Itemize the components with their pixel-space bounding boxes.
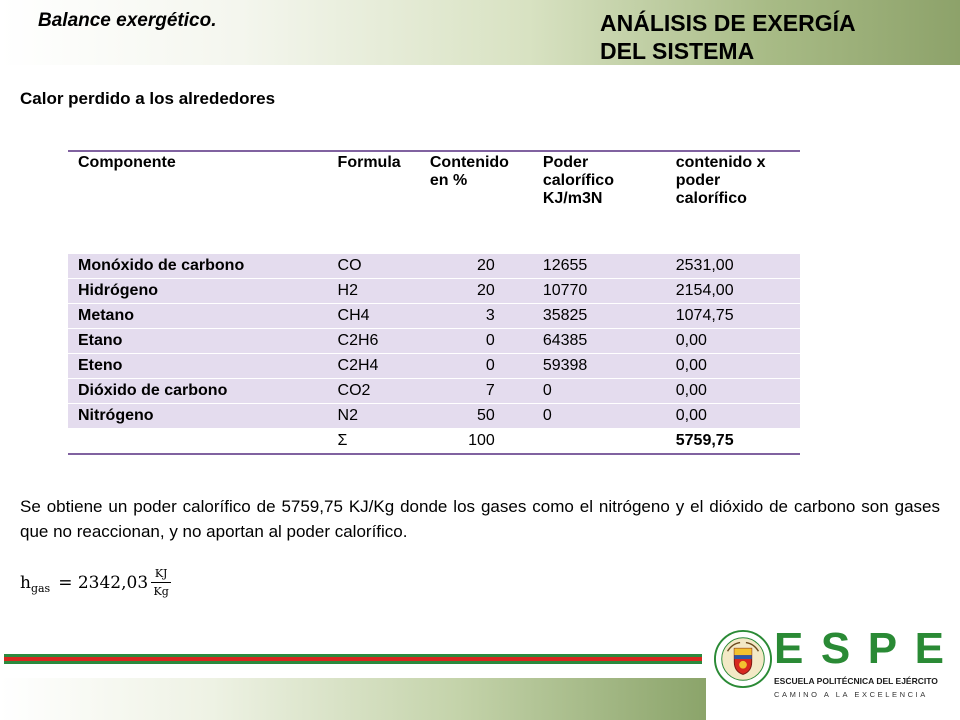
cell-componente: Dióxido de carbono: [68, 379, 328, 404]
formula-units: [151, 567, 171, 598]
cell-poder: 10770: [533, 279, 666, 304]
cell-formula: C2H6: [328, 329, 420, 354]
table-row: [68, 379, 800, 404]
formula-numerator: KJ: [154, 567, 168, 580]
cell-poder: 64385: [533, 329, 666, 354]
cell-producto: 0,00: [666, 404, 800, 429]
cell-contenido: 20: [420, 254, 533, 279]
table-row: [68, 304, 800, 329]
total-producto: 5759,75: [666, 429, 800, 455]
cell-poder: 59398: [533, 354, 666, 379]
cell-contenido: 0: [420, 354, 533, 379]
cell-poder: 0: [533, 404, 666, 429]
slide-subtitle: Balance exergético.: [38, 10, 217, 31]
cell-formula: CO: [328, 254, 420, 279]
slide-title: [600, 10, 950, 65]
cell-contenido: 0: [420, 329, 533, 354]
espe-letter-e1: E: [774, 624, 806, 673]
cell-formula: N2: [328, 404, 420, 429]
cell-poder: 12655: [533, 254, 666, 279]
cell-poder: 35825: [533, 304, 666, 329]
formula-rhs: = 2342,03: [58, 572, 149, 593]
cell-componente: Metano: [68, 304, 328, 329]
table-row: [68, 354, 800, 379]
cell-producto: 2154,00: [666, 279, 800, 304]
cell-producto: 0,00: [666, 379, 800, 404]
cell-formula: CH4: [328, 304, 420, 329]
table-header-row: [68, 151, 800, 254]
gas-composition-table: [68, 150, 800, 455]
total-sigma: Σ: [328, 429, 420, 455]
table-row: [68, 329, 800, 354]
espe-letter-e2: E: [914, 624, 946, 673]
total-contenido: 100: [420, 429, 533, 455]
cell-componente: Nitrógeno: [68, 404, 328, 429]
cell-formula: CO2: [328, 379, 420, 404]
header-componente: Componente: [68, 151, 328, 254]
slide-title-line1: ANÁLISIS DE EXERGÍA: [600, 10, 856, 36]
gas-composition-table-container: [68, 150, 800, 455]
cell-poder: 0: [533, 379, 666, 404]
header-poder-calorifico: Poder calorífico KJ/m3N: [533, 151, 666, 254]
table-row: [68, 254, 800, 279]
total-poder: [533, 429, 666, 455]
table-total-row: [68, 429, 800, 455]
espe-institution-name: ESCUELA POLITÉCNICA DEL EJÉRCITO: [774, 676, 938, 686]
formula-subscript: gas: [30, 582, 51, 595]
conclusion-paragraph: Se obtiene un poder calorífico de 5759,75 KJ/Kg donde los gases como el nitrógeno y el dióxido de carbono son gases que no reaccionan, y no aportan al poder calorífico.: [20, 497, 940, 541]
cell-formula: H2: [328, 279, 420, 304]
cell-componente: Eteno: [68, 354, 328, 379]
formula-lhs: h: [20, 572, 31, 593]
cell-producto: 0,00: [666, 329, 800, 354]
slide-title-line2: DEL SISTEMA: [600, 37, 755, 64]
cell-formula: C2H4: [328, 354, 420, 379]
fraction-bar: [151, 582, 171, 583]
espe-motto: CAMINO A LA EXCELENCIA: [774, 690, 928, 699]
footer-stripe-green-bottom: [4, 661, 702, 664]
espe-wordmark: [774, 624, 946, 674]
header-formula: Formula: [328, 151, 420, 254]
cell-contenido: 3: [420, 304, 533, 329]
table-row: [68, 404, 800, 429]
header-contenido: Contenido en %: [420, 151, 533, 254]
total-empty: [68, 429, 328, 455]
cell-componente: Etano: [68, 329, 328, 354]
cell-componente: Hidrógeno: [68, 279, 328, 304]
section-heading: Calor perdido a los alrededores: [20, 89, 276, 108]
cell-producto: 0,00: [666, 354, 800, 379]
cell-contenido: 20: [420, 279, 533, 304]
espe-logo: [708, 620, 960, 720]
table-row: [68, 279, 800, 304]
header-contenido-x-poder: contenido x poder calorífico: [666, 151, 800, 254]
formula-denominator: Kg: [153, 585, 169, 598]
cell-componente: Monóxido de carbono: [68, 254, 328, 279]
gas-enthalpy-formula: [20, 567, 171, 598]
cell-producto: 2531,00: [666, 254, 800, 279]
university-seal-icon: [714, 630, 772, 688]
cell-producto: 1074,75: [666, 304, 800, 329]
espe-letter-p: P: [867, 624, 900, 673]
cell-contenido: 7: [420, 379, 533, 404]
footer-band: [0, 678, 706, 720]
espe-letter-s: S: [820, 624, 853, 673]
cell-contenido: 50: [420, 404, 533, 429]
